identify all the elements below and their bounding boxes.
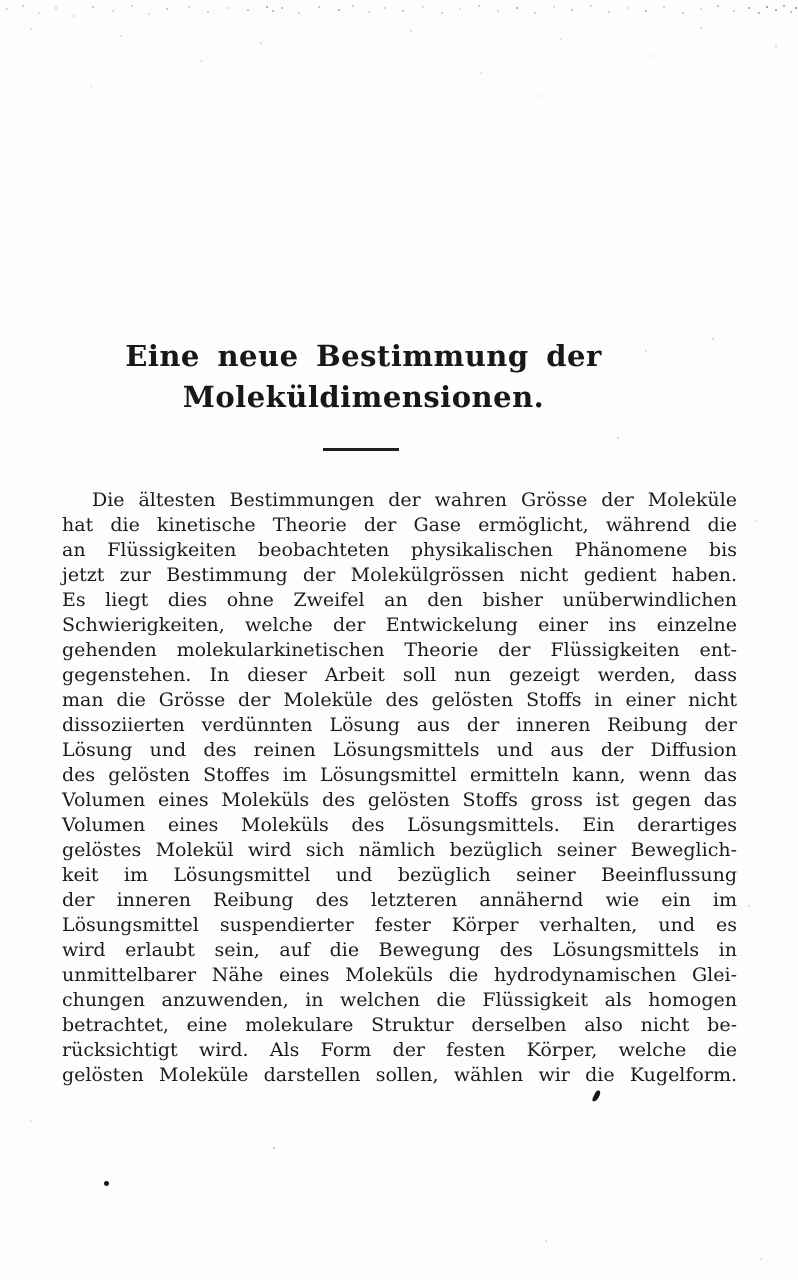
text-line: keit im Lösungsmittel und bezüglich seiner Beeinflussung [62,864,737,886]
text-line: jetzt zur Bestimmung der Molekülgrössen nicht gedient haben. [62,564,737,586]
paper-title-line-2: Moleküldimensionen. [182,380,545,414]
text-line: gelösten Moleküle darstellen sollen, wählen wir die Kugelform. [62,1064,737,1086]
ink-speck-dot [104,1181,109,1186]
text-line: an Flüssigkeiten beobachteten physikalischen Phänomene bis [62,539,737,561]
text-line: gegenstehen. In dieser Arbeit soll nun gezeigt werden, dass [62,664,737,686]
text-line: Schwierigkeiten, welche der Entwickelung einer ins einzelne [62,614,737,636]
ink-speck-comma [592,1090,602,1103]
text-line: betrachtet, eine molekulare Struktur derselben also nicht be- [62,1014,737,1036]
text-line: chungen anzuwenden, in welchen die Flüssigkeit als homogen [62,989,737,1011]
text-line: wird erlaubt sein, auf die Bewegung des Lösungsmittels in [62,939,737,961]
text-line: der inneren Reibung des letzteren annähernd wie ein im [62,889,737,911]
paragraph-body [62,488,737,1088]
text-line: Es liegt dies ohne Zweifel an den bisher unüberwindlichen [62,589,737,611]
text-line: gehenden molekularkinetischen Theorie der Flüssigkeiten ent- [62,639,737,661]
text-line: Lösung und des reinen Lösungsmittels und aus der Diffusion [62,739,737,761]
text-line: Volumen eines Moleküls des Lösungsmittels. Ein derartiges [62,814,737,836]
title-divider-rule [323,448,399,451]
text-line: Volumen eines Moleküls des gelösten Stoffs gross ist gegen das [62,789,737,811]
paper-title-line-1: Eine neue Bestimmung der [125,339,602,373]
text-line: gelöstes Molekül wird sich nämlich bezüglich seiner Beweglich- [62,839,737,861]
text-line: rücksichtigt wird. Als Form der festen Körper, welche die [62,1039,737,1061]
text-line: dissoziierten verdünnten Lösung aus der inneren Reibung der [62,714,737,736]
text-line: Die ältesten Bestimmungen der wahren Grösse der Moleküle [92,489,737,511]
text-line: des gelösten Stoffes im Lösungsmittel ermitteln kann, wenn das [62,764,737,786]
text-line: unmittelbarer Nähe eines Moleküls die hydrodynamischen Glei- [62,964,737,986]
text-line: man die Grösse der Moleküle des gelösten Stoffs in einer nicht [62,689,737,711]
text-line: Lösungsmittel suspendierter fester Körper verhalten, und es [62,914,737,936]
paper-title [0,336,727,418]
text-line: hat die kinetische Theorie der Gase ermöglicht, während die [62,514,737,536]
scan-noise-speckles [0,0,2,2]
